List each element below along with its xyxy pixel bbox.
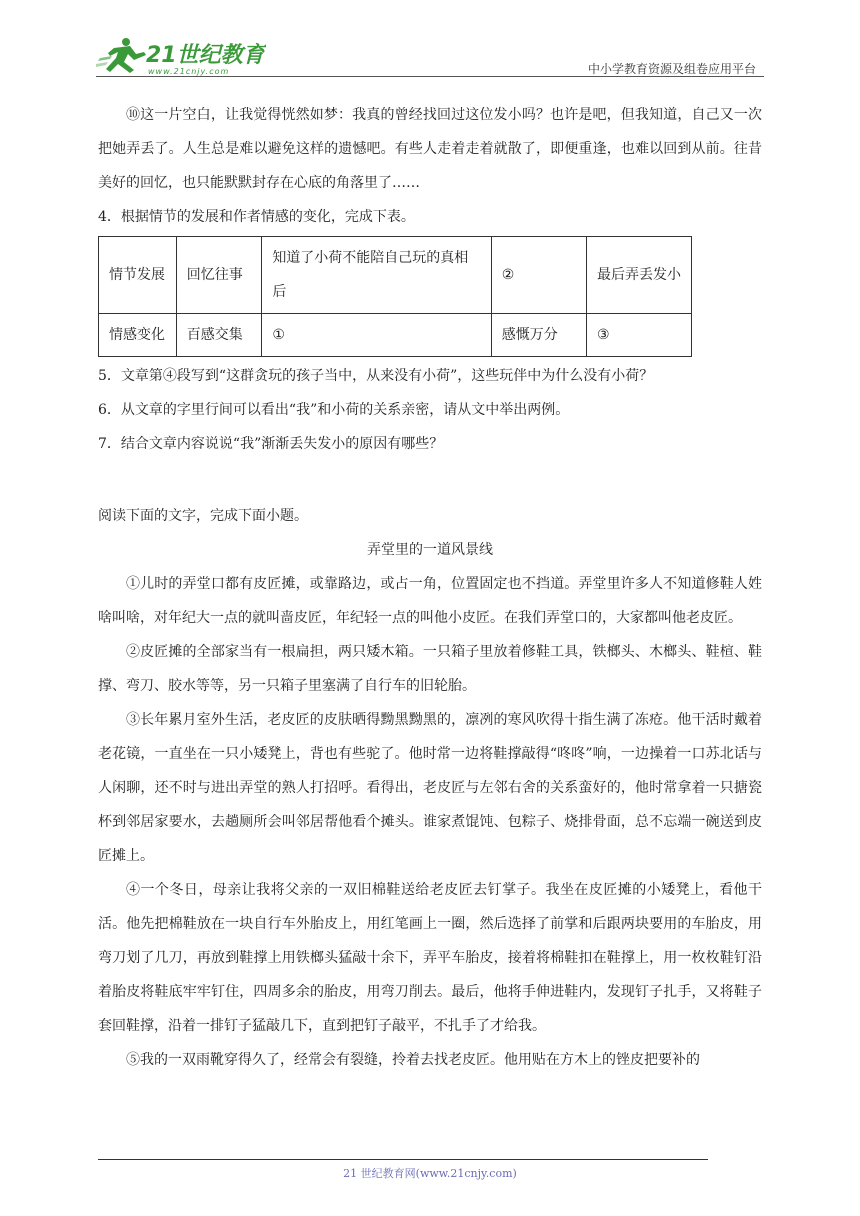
table-cell: 知道了小荷不能陪自己玩的真相后 [262,237,491,314]
question-6: 6．从文章的字里行间可以看出“我”和小荷的关系亲密，请从文中举出两例。 [98,402,570,418]
table-cell: 情节发展 [99,237,177,314]
question-4: 4．根据情节的发展和作者情感的变化，完成下表。 [98,209,415,225]
reading-intro: 阅读下面的文字，完成下面小题。 [98,508,308,524]
article-title: 弄堂里的一道风景线 [367,542,493,558]
table-cell: 感慨万分 [491,314,586,357]
paragraph-10: ⑩这一片空白，让我觉得恍然如梦：我真的曾经找回过这位发小吗？也许是吧，但我知道，自己又一次把她弄丢了。人生总是难以避免这样的遗憾吧。有些人走着走着就散了，即便重逢，也难以回到从前。往昔美好的回忆，也只能默默封存在心底的角落里了…… [98,107,762,191]
table-row [99,314,692,357]
document-body [98,98,762,1077]
footer-divider [98,1159,708,1160]
platform-name: 中小学教育资源及组卷应用平台 [587,62,756,76]
table-row [99,237,692,314]
table-cell: ③ [586,314,691,357]
article-paragraph: ②皮匠摊的全部家当有一根扁担，两只矮木箱。一只箱子里放着修鞋工具，铁榔头、木榔头、鞋楦、鞋撑、弯刀、胶水等等，另一只箱子里塞满了自行车的旧轮胎。 [98,644,762,694]
table-cell: ① [262,314,491,357]
article-paragraph: ①儿时的弄堂口都有皮匠摊，或靠路边，或占一角，位置固定也不挡道。弄堂里许多人不知道修鞋人姓啥叫啥，对年纪大一点的就叫啬皮匠，年纪轻一点的叫他小皮匠。在我们弄堂口的，大家都叫他老皮匠。 [98,576,762,626]
table-cell: 百感交集 [176,314,262,357]
svg-text:21世纪教育: 21世纪教育 [146,43,265,68]
article-paragraph: ③长年累月室外生活，老皮匠的皮肤晒得黝黑黝黑的，凛冽的寒风吹得十指生满了冻疮。他干活时戴着老花镜，一直坐在一只小矮凳上，背也有些驼了。他时常一边将鞋撑敲得“咚咚”响，一边操着一口苏北话与人闲聊，还不时与进出弄堂的熟人打招呼。看得出，老皮匠与左邻右舍的关系蛮好的，他时常拿着一只搪瓷杯到邻居家要水，去趟厕所会叫邻居帮他看个摊头。谁家煮馄饨、包粽子、烧排骨面，总不忘端一碗送到皮匠摊上。 [98,712,762,864]
question-5: 5．文章第④段写到“这群贪玩的孩子当中，从来没有小荷”，这些玩伴中为什么没有小荷？ [98,368,654,384]
table-cell: ② [491,237,586,314]
svg-text:www.21cnjy.com: www.21cnjy.com [148,67,230,76]
article-paragraph: ④一个冬日，母亲让我将父亲的一双旧棉鞋送给老皮匠去钉掌子。我坐在皮匠摊的小矮凳上，看他干活。他先把棉鞋放在一块自行车外胎皮上，用红笔画上一圈，然后选择了前掌和后跟两块要用的车胎皮，用弯刀划了几刀，再放到鞋撑上用铁榔头猛敲十余下，弄平车胎皮，接着将棉鞋扣在鞋撑上，用一枚枚鞋钉沿着胎皮将鞋底牢牢钉住，四周多余的胎皮，用弯刀削去。最后，他将手伸进鞋内，发现钉子扎手，又将鞋子套回鞋撑，沿着一排钉子猛敲几下，直到把钉子敲平，不扎手了才给我。 [98,882,762,1034]
table-cell: 回忆往事 [176,237,262,314]
table-cell: 情感变化 [99,314,177,357]
page-footer: 21 世纪教育网(www.21cnjy.com) [343,1167,517,1180]
header-divider [96,76,764,77]
answer-table [98,236,692,357]
spacer [98,461,762,499]
question-7: 7．结合文章内容说说“我”渐渐丢失发小的原因有哪些？ [98,436,444,452]
table-cell: 最后弄丢发小 [586,237,691,314]
article-paragraph: ⑤我的一双雨靴穿得久了，经常会有裂缝，拎着去找老皮匠。他用贴在方木上的锉皮把要补的 [126,1052,700,1068]
page-header [96,30,764,78]
site-logo [96,34,266,76]
